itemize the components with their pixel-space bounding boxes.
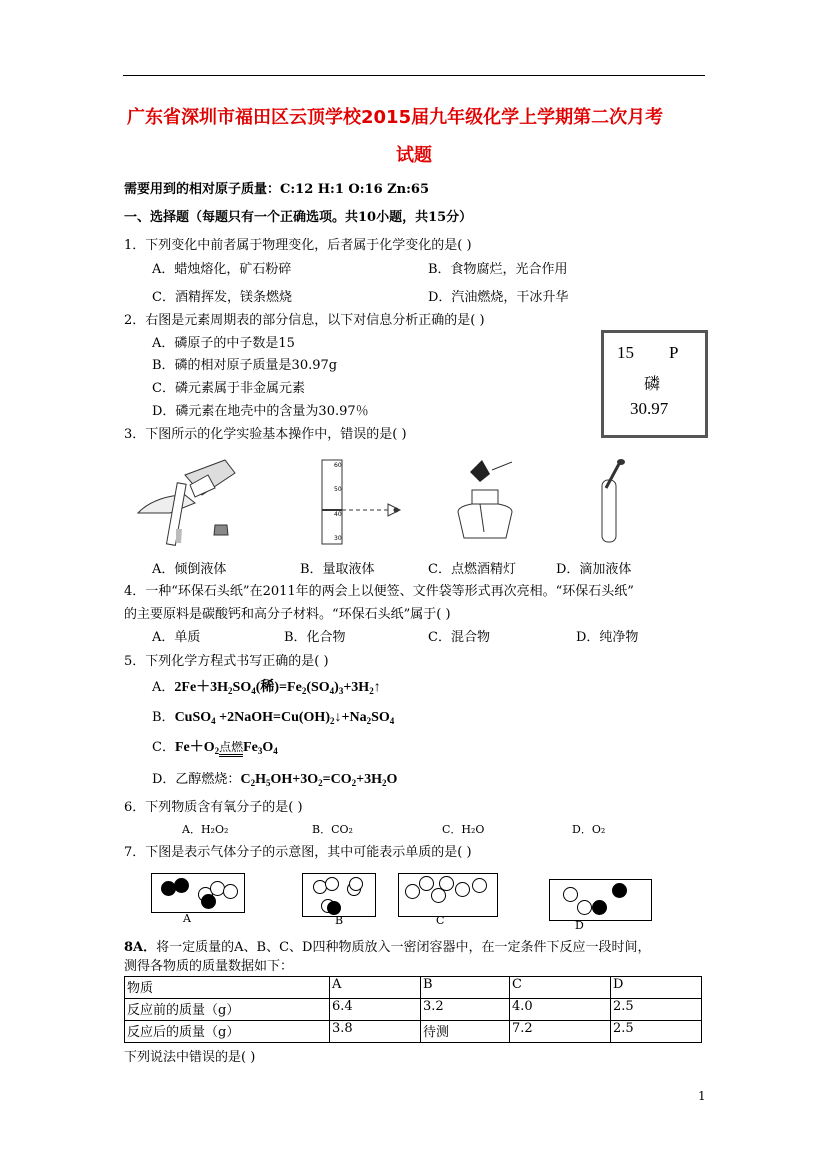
table-cell: 3.2 (421, 999, 510, 1021)
molecule-atom (405, 884, 420, 899)
molecule-atom (577, 900, 592, 915)
molecule-label-b: B (335, 914, 344, 927)
molecule-atom (223, 884, 238, 899)
q8-stem-line-2: 测得各物质的质量数据如下： (124, 959, 294, 974)
q1-option-c: C．酒精挥发，镁条燃烧 (152, 290, 292, 305)
table-cell: 2.5 (611, 999, 702, 1021)
q3-option-b: B．量取液体 (300, 562, 375, 577)
molecule-label-a: A (183, 912, 191, 925)
q1-option-d: D．汽油燃烧，干冰升华 (428, 290, 569, 305)
q3-option-a: A．倾倒液体 (152, 562, 227, 577)
mass-data-table (124, 976, 702, 1043)
q6-option-a: A．H₂O₂ (182, 823, 229, 836)
q6-option-b: B．CO₂ (312, 823, 353, 836)
atomic-number: 15 (617, 343, 634, 362)
table-cell: 6.4 (330, 999, 421, 1021)
molecule-atom (325, 877, 339, 891)
table-cell: 反应后的质量（g） (125, 1021, 330, 1043)
q8-label: 8A． (124, 940, 157, 955)
q4-option-a: A．单质 (152, 630, 201, 645)
q2-option-b: B．磷的相对原子质量是30.97g (152, 358, 338, 373)
cylinder-tick-50: 50 (334, 486, 342, 493)
q5-option-c (152, 736, 278, 756)
table-cell: 反应前的质量（g） (125, 999, 330, 1021)
q4-stem-line-2: 的主要原料是碳酸钙和高分子材料。“环保石头纸”属于( ) (124, 607, 451, 622)
q5-option-b-label: B． (152, 710, 175, 725)
q2-option-d: D．磷元素在地壳中的含量为30.97％ (152, 404, 369, 419)
header-rule (123, 75, 705, 76)
q5-option-a-label: A． (152, 680, 175, 695)
q1-option-a: A．蜡烛熔化，矿石粉碎 (152, 262, 292, 277)
table-header-cell: D (611, 977, 702, 999)
table-header-cell: 物质 (125, 977, 330, 999)
cylinder-tick-30: 30 (334, 535, 342, 542)
table-cell: 7.2 (510, 1021, 611, 1043)
molecule-atom (201, 894, 216, 909)
title-line-2: 试题 (396, 145, 432, 166)
molecule-atom (455, 882, 470, 897)
cylinder-tick-60: 60 (334, 462, 342, 469)
q5-option-a (152, 676, 381, 696)
table-row (125, 1021, 702, 1043)
molecule-atom (563, 887, 578, 902)
molecule-atom (174, 878, 189, 893)
equation-d: $C_2H_5OH+3O_2=CO_2+3H_2O$ (240, 772, 398, 788)
periodic-table-cell (601, 330, 708, 438)
q6-stem: 6．下列物质含有氧分子的是( ) (124, 800, 303, 815)
molecule-box-d (549, 879, 652, 921)
molecule-box-c (398, 873, 498, 917)
molecule-label-d: D (575, 919, 584, 932)
table-header-row (125, 977, 702, 999)
q8-stem-line-1 (124, 936, 650, 955)
page-number: 1 (698, 1089, 706, 1103)
q2-option-c: C．磷元素属于非金属元素 (152, 381, 305, 396)
q3-option-d: D．滴加液体 (556, 562, 632, 577)
graduated-cylinder-figure (310, 458, 410, 548)
q7-stem: 7．下图是表示气体分子的示意图，其中可能表示单质的是( ) (124, 845, 472, 860)
table-cell: 2.5 (611, 1021, 702, 1043)
table-row (125, 999, 702, 1021)
alcohol-lamp-figure (450, 460, 520, 550)
section-heading: 一、选择题（每题只有一个正确选项。共10小题，共15分） (124, 210, 473, 225)
molecule-box-a (151, 873, 245, 913)
molecule-box-b (302, 873, 376, 917)
table-cell: 3.8 (330, 1021, 421, 1043)
q5-option-d-label: D．乙醇燃烧： (152, 772, 241, 787)
q5-stem: 5．下列化学方程式书写正确的是( ) (124, 654, 329, 669)
reaction-condition: 点燃 (219, 740, 243, 757)
q3-option-c: C．点燃酒精灯 (428, 562, 516, 577)
q1-stem: 1．下列变化中前者属于物理变化，后者属于化学变化的是( ) (124, 238, 472, 253)
q4-option-d: D．纯净物 (576, 630, 639, 645)
q8-followup: 下列说法中错误的是( ) (124, 1050, 256, 1065)
table-cell: 待测 (421, 1021, 510, 1043)
molecule-atom (419, 876, 434, 891)
q2-stem: 2．右图是元素周期表的部分信息，以下对信息分析正确的是( ) (124, 313, 485, 328)
dropping-liquid-figure (590, 458, 640, 550)
equation-b: CuSO$_4$ $+2NaOH=Cu(OH)_2↓+Na_2SO_4$ (174, 710, 395, 726)
table-cell: 4.0 (510, 999, 611, 1021)
molecule-label-c: C (436, 914, 445, 927)
q1-option-b: B．食物腐烂，光合作用 (428, 262, 568, 277)
atomic-mass-note: 需要用到的相对原子质量：C:12 H:1 O:16 Zn:65 (124, 182, 429, 197)
table-header-cell: B (421, 977, 510, 999)
q4-option-b: B．化合物 (284, 630, 346, 645)
molecule-atom (327, 901, 341, 915)
q4-stem-line-1: 4．一种“环保石头纸”在2011年的两会上以便签、文件袋等形式再次亮相。“环保石头纸” (124, 584, 634, 599)
cylinder-tick-40: 40 (334, 511, 342, 518)
q5-option-b (152, 706, 394, 726)
molecule-atom (439, 876, 454, 891)
q5-option-c-label: C． (152, 740, 175, 755)
atomic-mass: 30.97 (630, 399, 669, 418)
q2-option-a: A．磷原子的中子数是15 (152, 336, 295, 351)
q3-stem: 3．下图所示的化学实验基本操作中，错误的是( ) (124, 427, 407, 442)
q6-option-d: D．O₂ (572, 823, 606, 836)
q6-option-c: C．H₂O (442, 823, 485, 836)
molecule-atom (472, 878, 487, 893)
table-header-cell: C (510, 977, 611, 999)
molecule-atom (592, 900, 607, 915)
pouring-liquid-figure (130, 455, 240, 550)
equation-a: $2Fe+3H_2SO_4$(稀)$=Fe_2(SO_4)_3+3H_2↑$ (174, 680, 381, 696)
equation-c: $Fe+O_2$点燃$Fe_3O_4$ (174, 740, 278, 756)
molecule-atom (612, 883, 627, 898)
element-name: 磷 (644, 374, 661, 393)
table-header-cell: A (330, 977, 421, 999)
q4-option-c: C．混合物 (428, 630, 490, 645)
title-line-1: 广东省深圳市福田区云顶学校2015届九年级化学上学期第二次月考 (127, 107, 664, 128)
q8-stem-text: 将一定质量的A、B、C、D四种物质放入一密闭容器中，在一定条件下反应一段时间， (156, 940, 651, 955)
q5-option-d (152, 768, 397, 788)
element-symbol: P (669, 343, 679, 362)
molecule-atom (349, 877, 363, 891)
